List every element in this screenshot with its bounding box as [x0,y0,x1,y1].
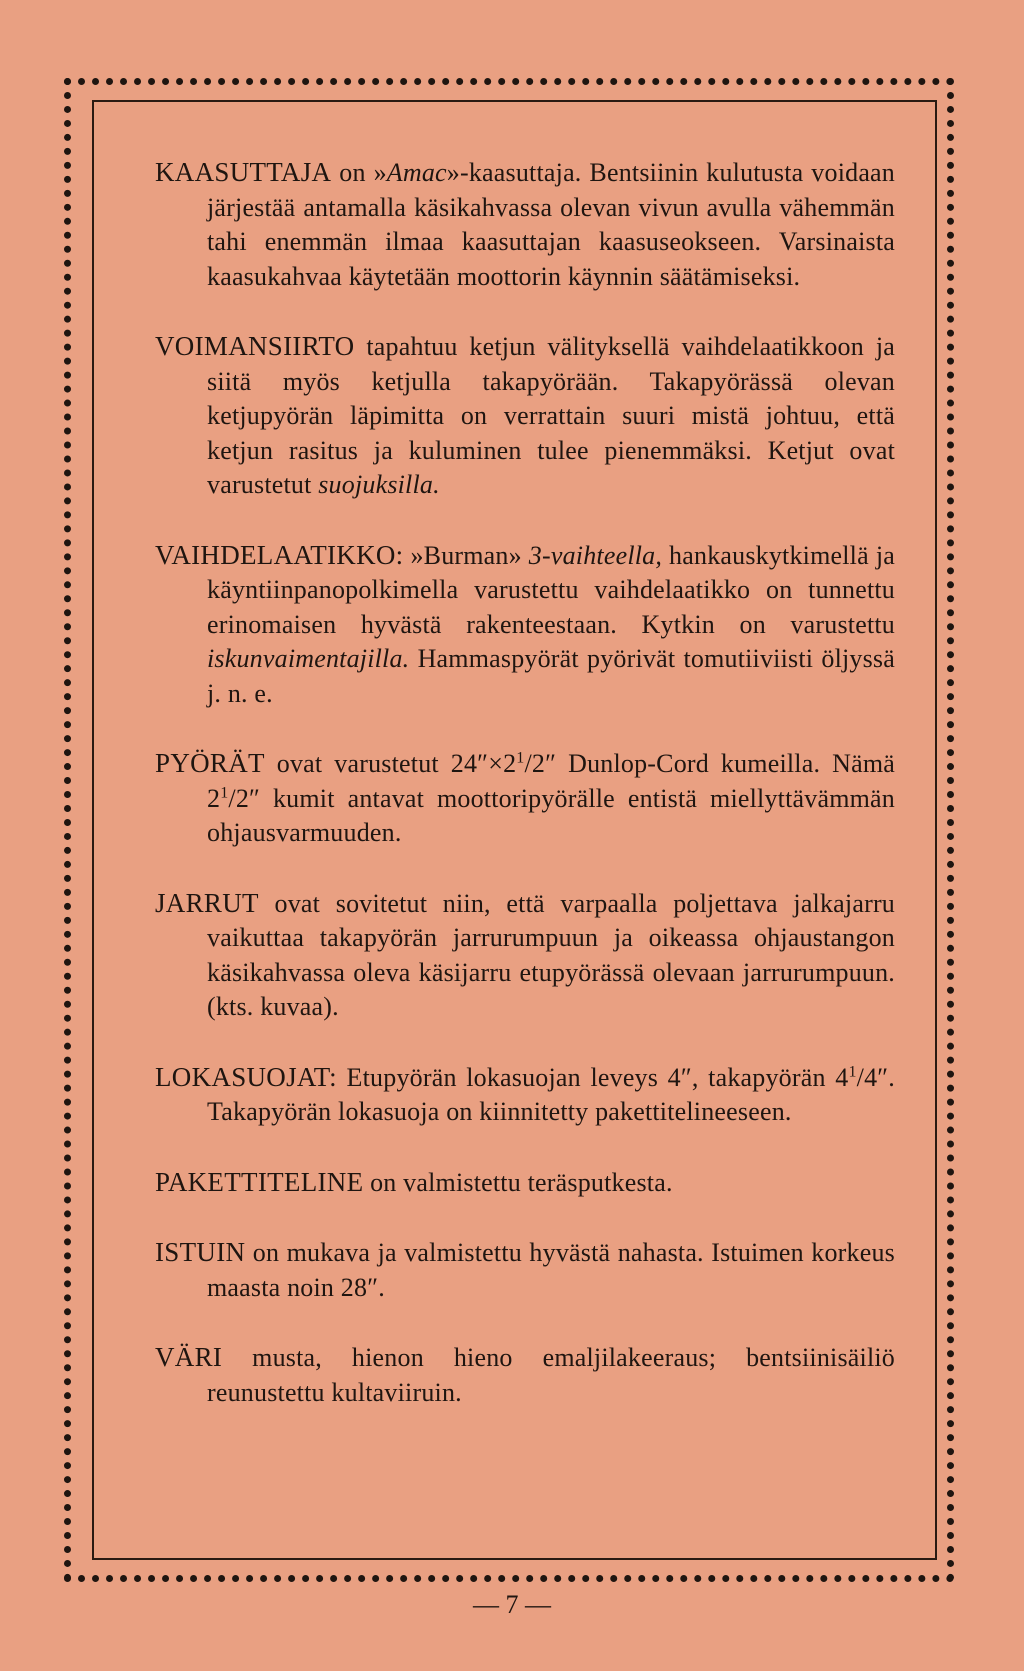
fraction-numerator: 1 [516,749,525,767]
spec-section [155,1165,895,1201]
section-heading: JARRUT [155,887,259,918]
section-text: 3-vaihteella, [528,540,663,570]
section-text: /2″ kumit antavat moottoripyörälle entistä miellyttävämmän ohjausvarmuuden. [207,783,895,847]
spec-section [155,155,895,294]
section-text: Amac [386,158,447,187]
section-text: on » [331,158,387,187]
spec-list [155,155,895,1445]
spec-section [155,329,895,503]
section-heading: PYÖRÄT [155,748,265,778]
spec-section [155,538,895,712]
section-text: suojuksilla. [318,470,440,499]
section-text: musta, hienon hieno emaljilakeeraus; bentsiinisäiliö reunustettu kultaviiruin. [207,1343,895,1407]
spec-section [155,1340,895,1410]
section-heading: VÄRI [155,1342,223,1372]
section-text: ovat varustetut 24″×2 [264,749,517,778]
section-text: /4″. Takapyörän lokasuoja on kiinnitetty pakettitelineeseen. [207,1062,895,1126]
section-text: »-kaasuttaja. Bentsiinin kulutusta voidaan järjestää antamalla käsikahvassa olevan vivun avulla vähemmän tahi enemmän ilmaa kaasuttajan kaasuseokseen. Varsinaista kaasukahvaa käytetään moottorin käynnin säätämiseksi. [207,158,895,291]
section-heading: LOKASUOJAT: [155,1061,337,1092]
fraction-numerator: 1 [848,1062,857,1080]
spec-section [155,886,895,1025]
section-text: »Burman» [403,540,529,570]
spec-section [155,746,895,851]
fraction-numerator: 1 [220,783,229,801]
section-text: hankauskytkimellä ja käyntiinpanopolkimella varustettu vaihdelaatikko on tunnettu erinomaisen hyvästä rakenteestaan. Kytkin on varustettu [207,540,895,639]
spec-section [155,1060,895,1130]
section-text: ovat sovitetut niin, että varpaalla poljettava jalkajarru vaikuttaa takapyörän jarrurumpuun ja oikeassa ohjaustangon käsikahvassa oleva käsijarru etupyörässä olevaan jarrurumpuun. (kts. kuvaa). [207,888,895,1021]
section-text: /2″ Dunlop-Cord kumeilla. Nämä 2 [207,749,896,813]
section-heading: ISTUIN [155,1237,246,1267]
section-heading: VOIMANSIIRTO [155,331,355,361]
section-text: Etupyörän lokasuojan leveys 4″, takapyörän 4 [336,1062,849,1092]
section-text: iskunvaimentajilla. [207,644,410,673]
section-heading: VAIHDELAATIKKO: [155,539,404,570]
spec-section [155,1235,895,1305]
section-text: tapahtuu ketjun välityksellä vaihdelaatikkoon ja siitä myös ketjulla takapyörään. Takapyörässä olevan ketjupyörän läpimitta on verrattain suuri mistä johtuu, että ketjun rasitus ja kuluminen tulee pienemmäksi. Ketjut ovat varustetut [207,332,895,499]
page-number: — 7 — [473,1590,551,1619]
section-heading: PAKETTITELINE [155,1166,364,1197]
section-text: Hammaspyörät pyörivät tomutiiviisti öljyssä j. n. e. [207,644,895,708]
section-text: on mukava ja valmistettu hyvästä nahasta. Istuimen korkeus maasta noin 28″. [207,1238,895,1302]
section-heading: KAASUTTAJA [155,157,332,187]
section-text: on valmistettu teräsputkesta. [363,1167,673,1197]
